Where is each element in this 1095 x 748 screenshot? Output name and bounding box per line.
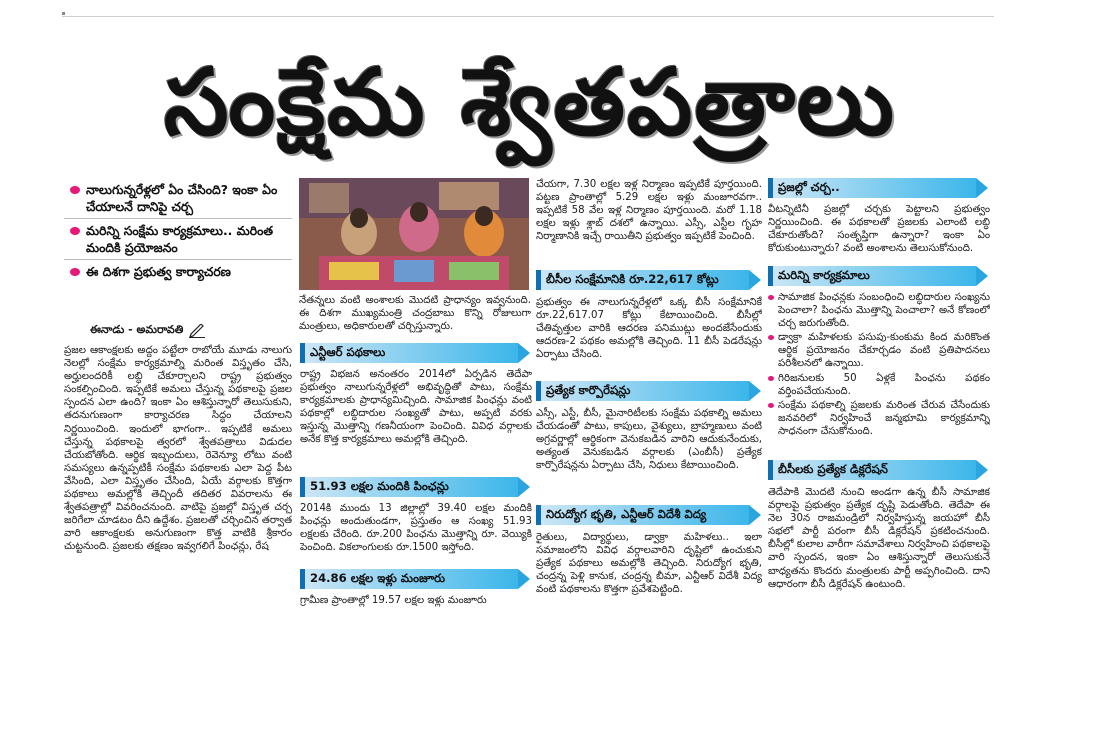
- highlight-text: మరిన్ని సంక్షేమ కార్యక్రమాలు.. మరింత మందికి ప్రయోజనం: [86, 223, 274, 255]
- list-item-text: సంక్షేమ పథకాల్ని ప్రజలకు మరింత చేరువ చేసేందుకు జనవరిలో నిర్వహించే జన్మభూమి కార్యక్రమాన్ని సాధనంగా చేసుకోనుంది.: [778, 399, 990, 437]
- section-title: 51.93 లక్షల మందికి పింఛన్లు: [310, 478, 449, 493]
- section-header-corporations: [536, 381, 749, 401]
- chevron-right-icon: [976, 266, 988, 286]
- section-body: వీటన్నిటినీ ప్రజల్లో చర్చకు పెట్టాలని ప్రభుత్వం నిర్ణయించింది. ఈ పథకాలతో ప్రజలకు ఎలాంటి లబ్ధి చేకూరుతోంది? సంతృప్తిగా ఉన్నారా? ఇంకా ఏం కోరుకుంటున్నారు? వంటి అంశాలను తెలుసుకోనుంది.: [768, 204, 990, 255]
- chevron-right-icon: [749, 381, 761, 401]
- highlights-box: [64, 178, 292, 314]
- section-body: తెదేపాకి మొదటి నుంచి అండగా ఉన్న బీసీ సామాజిక వర్గాలపై ప్రభుత్వం ప్రత్యేక దృష్టి పెడుతోంది. తెదేపా ఈ నెల 30న రాజమండ్రిలో నిర్వహిస్తున్న జయహో బీసీ సభలో పార్టీ పరంగా బీసీ డిక్లరేషన్ ప్రకటించనుంది. బీసీల్లో కులాల వారీగా సమావేశాలు నిర్వహించి పథకాలపై వారి స్పందన, ఇంకా ఏం ఆశిస్తున్నారో తెలుసుకునే బాధ్యతను కొందరు మంత్రులకు పార్టీ అప్పగించింది. దాని ఆధారంగా బీసీ డిక్లరేషన్ ఉంటుంది.: [768, 487, 990, 590]
- highlight-text: ఈ దిశగా ప్రభుత్వ కార్యాచరణ: [86, 264, 231, 279]
- bullet-dot-icon: [70, 227, 80, 235]
- more-programs-list: [768, 291, 990, 455]
- col3-top: చేయగా, 7.30 లక్షల ఇళ్ల నిర్మాణం ఇప్పటికే పూర్తయింది. పట్టణ ప్రాంతాల్లో 5.29 లక్షల ఇళ్లు మంజూరవగా.. ఇప్పటికే 58 వేల ఇళ్ల నిర్మాణం పూర్తయింది. మరో 1.18 లక్షల ఇళ్లు శ్లాబ్ దశలో ఉన్నాయి. ఎస్సీ, ఎస్టీల గృహ నిర్మాణానికి ఇచ్చే రాయితీని ప్రభుత్వం ఇప్పటికే పెంచింది.: [536, 179, 762, 243]
- list-item-text: గిరిజనులకు 50 ఏళ్లకే పింఛను పథకం వర్తింపచేయనుంది.: [778, 372, 990, 397]
- section-header-housing: [300, 569, 518, 589]
- bullet-dot-icon: [768, 376, 774, 381]
- pen-icon: [189, 324, 205, 338]
- list-item: [768, 331, 990, 370]
- chevron-right-icon: [749, 505, 761, 525]
- byline: [90, 322, 290, 340]
- photo-illustration: [299, 178, 529, 290]
- section-header-bc-declaration: [768, 460, 976, 480]
- page-headline: [60, 28, 1000, 178]
- top-rule: [62, 16, 994, 17]
- col2-caption: నేతన్నలు వంటి అంశాలకు మొదటి ప్రాధాన్యం ఇవ్వనుంది. ఈ దిశగా ముఖ్యమంత్రి చంద్రబాబు కొన్ని రోజులుగా మంత్రులు, అధికారులతో చర్చిస్తున్నారు.: [299, 295, 531, 333]
- bullet-dot-icon: [768, 295, 774, 300]
- section-title: నిరుద్యోగ భృతి, ఎన్టీఆర్ విదేశీ విద్య: [546, 506, 707, 521]
- section-header-unemployment: [536, 505, 749, 525]
- corner-dot: [62, 12, 65, 15]
- chevron-right-icon: [749, 270, 761, 290]
- list-item: [768, 399, 990, 438]
- bullet-dot-icon: [70, 268, 80, 276]
- list-item: [768, 372, 990, 398]
- chevron-right-icon: [518, 569, 530, 589]
- byline-text: ఈనాడు - అమరావతి: [90, 323, 184, 336]
- col1-body: ప్రజల ఆకాంక్షలకు అద్దం పట్టేలా రాబోయే మూడు నాలుగు నెలల్లో సంక్షేమ కార్యక్రమాల్ని మరింత విస్తృతం చేసి, అర్హులందరికీ లబ్ధి చేకూర్చాలని రాష్ట్ర ప్రభుత్వం సంకల్పించింది. ఇప్పటికే అమలు చేస్తున్న పథకాలపై ప్రజల స్పందన ఎలా ఉంది? ఇంకా ఏం ఆశిస్తున్నారో తెలుసుకుని, తదనుగుణంగా కార్యాచరణ సిద్ధం చేయాలని నిర్ణయించింది. ఇందులో భాగంగా.. ఇప్పటికే అమలు చేస్తున్న పథకాలపై త్వరలో శ్వేతపత్రాలు విడుదల చేయబోతోంది. ఆర్థిక ఇబ్బందులు, రెవెన్యూ లోటు వంటి సమస్యలు ఉన్నప్పటికీ సంక్షేమ పథకాలకు ఎలా పెద్ద పీట వేసింది, ఎలా విస్తృతం చేసింది, ఏయే వర్గాలకు కొత్తగా పథకాలు అమల్లోకి తెచ్చిందీ తదితర వివరాలను ఈ శ్వేతపత్రాల్లో వివరించనుంది. వాటిపై ప్రజల్లో విస్తృత చర్చ జరిగేలా చూడటం దీని ఉద్దేశం. ప్రజలతో చర్చించిన తర్వాత వారి ఆకాంక్షలకు అనుగుణంగా కొత్త వాటికి శ్రీకారం చుట్టనుంది. ప్రజలకు తక్షణం ఇవ్వగలిగే పింఛన్లు, రేష: [64, 345, 292, 553]
- chevron-right-icon: [518, 477, 530, 497]
- section-title: బీసీలకు ప్రత్యేక డిక్లరేషన్: [778, 461, 888, 476]
- section-title: బీసీల సంక్షేమానికి రూ.22,617 కోట్లు: [546, 271, 719, 286]
- section-body: 2014కి ముందు 13 జిల్లాల్లో 39.40 లక్షల మందికి పింఛన్లు అందుతుండగా, ప్రస్తుతం ఆ సంఖ్య 51.93 లక్షలకు చేరింది. రూ.200 పింఛను మొత్తాన్ని రూ. వెయ్యికి పెంచింది. వికలాంగులకు రూ.1500 ఇస్తోంది.: [300, 503, 532, 554]
- highlight-text: నాలుగున్నరేళ్లలో ఏం చేసింది? ఇంకా ఏం చేయాలనే దానిపై చర్చ: [86, 182, 278, 214]
- section-title: 24.86 లక్షల ఇళ్లు మంజూరు: [310, 570, 446, 585]
- section-body: రాష్ట్ర విభజన అనంతరం 2014లో ఏర్పడిన తెదేపా ప్రభుత్వం నాలుగున్నరేళ్లలో అభివృద్ధితో పాటు, సంక్షేమ కార్యక్రమాలకు ప్రాధాన్యమిచ్చింది. సామాజిక పింఛన్లు వంటి పథకాల్లో లబ్ధిదారుల సంఖ్యతో పాటు, అప్పటి వరకు ఇస్తున్న మొత్తాన్ని గణనీయంగా పెంచింది. వివిధ వర్గాలకు అనేక కొత్త కార్యక్రమాలు అమల్లోకి తెచ్చింది.: [300, 369, 532, 446]
- list-item-text: సామాజిక పింఛన్లకు సంబంధించి లబ్ధిదారుల సంఖ్యను పెంచాలా? పింఛను మొత్తాన్ని పెంచాలా? అనే కోణంలో చర్చ జరుగుతోంది.: [778, 292, 990, 330]
- section-body: ఎస్సీ, ఎస్టీ, బీసీ, మైనారిటీలకు సంక్షేమ పథకాల్ని అమలు చేయడంతో పాటు, కాపులు, వైశ్యులు, బ్రాహ్మణులు వంటి అగ్రవర్ణాల్లో ఆర్థికంగా వెనుకబడిన వారిని ఆదుకునేందుకు, అత్యంత వెనుకబడిన వర్గాలకు (ఎంబీసీ) ప్రత్యేక కార్పొరేషన్లను ఏర్పాటు చేసి, నిధులు కేటాయించింది.: [536, 408, 762, 472]
- bullet-dot-icon: [768, 403, 774, 408]
- section-header-more: [768, 266, 976, 286]
- section-body: రైతులు, విద్యార్థులు, డ్వాక్రా మహిళలు.. ఇలా సమాజంలోని వివిధ వర్గాలవారిని దృష్టిలో ఉంచుకుని ప్రత్యేక పథకాలు అమల్లోకి తెచ్చింది. నిరుద్యోగ భృతి, చంద్రన్న పెళ్లి కానుక, చంద్రన్న బీమా, ఎన్టీఆర్ విదేశీ విద్య వంటి పథకాలను కొత్తగా ప్రవేశపెట్టింది.: [536, 532, 762, 596]
- section-body: ప్రభుత్వం ఈ నాలుగున్నరేళ్లలో ఒక్క బీసీ సంక్షేమానికే రూ.22,617.07 కోట్లు కేటాయించింది. బీసీల్లో చేతివృత్తుల వారికి ఆదరణ పనిముట్లు అందజేసేందుకు ఆదరణ-2 పథకం అమల్లోకి తెచ్చింది. 11 బీసీ పెడరేషన్లు ఏర్పాటు చేసింది.: [536, 297, 762, 361]
- list-item: [768, 291, 990, 330]
- chevron-right-icon: [976, 178, 988, 198]
- section-title: ప్రత్యేక కార్పొరేషన్లు: [546, 382, 631, 397]
- chevron-right-icon: [976, 460, 988, 480]
- section-title: మరిన్ని కార్యక్రమాలు: [778, 267, 870, 282]
- article-photo: [299, 178, 529, 290]
- section-title: ఎన్టీఆర్ పథకాలు: [310, 344, 386, 359]
- list-item-text: డ్వాక్రా మహిళలకు పసుపు-కుంకుమ కింద మరికొంత ఆర్థిక ప్రయోజనం చేకూర్చడం వంటి ప్రతిపాదనలు పరిశీలనలో ఉన్నాయి.: [778, 332, 990, 370]
- headline-text: సంక్షేమ శ్వేతపత్రాలు: [163, 49, 897, 156]
- section-header-bc: [536, 270, 749, 290]
- highlight-item: [64, 178, 292, 219]
- bullet-dot-icon: [768, 335, 774, 340]
- section-body: గ్రామీణ ప్రాంతాల్లో 19.57 లక్షల ఇళ్లు మంజూరు: [300, 595, 487, 606]
- section-header-ntr: [300, 343, 518, 363]
- highlight-item: [64, 219, 292, 260]
- chevron-right-icon: [518, 343, 530, 363]
- highlight-item: [64, 260, 292, 283]
- bullet-dot-icon: [70, 186, 80, 194]
- section-header-pension: [300, 477, 518, 497]
- section-header-discussion: [768, 178, 976, 198]
- section-title: ప్రజల్లో చర్చ..: [778, 179, 840, 194]
